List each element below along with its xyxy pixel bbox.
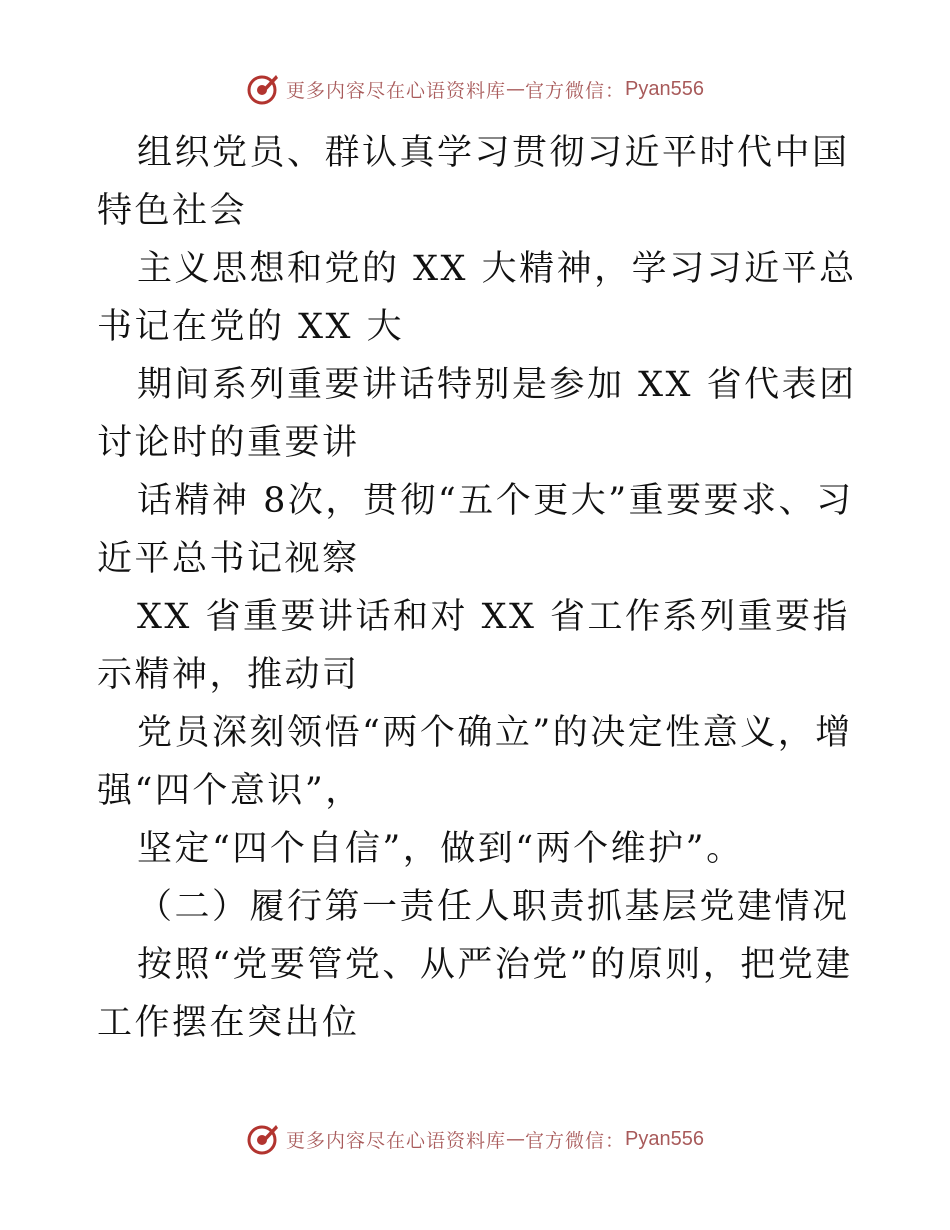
header-banner <box>0 72 950 106</box>
footer-banner <box>0 1122 950 1156</box>
paragraph: XX 省重要讲话和对 XX 省工作系列重要指示精神，推动司 <box>97 597 851 695</box>
banner-contact-label: 官方微信： <box>525 79 626 102</box>
banner-separator: — <box>506 1128 526 1150</box>
paragraph: （二）履行第一责任人职责抓基层党建情况 <box>137 887 850 927</box>
quill-circle-icon <box>246 1122 280 1156</box>
banner-contact-label: 官方微信： <box>525 1129 626 1152</box>
banner-title: 更多内容尽在心语资料库 <box>286 1129 507 1152</box>
paragraph: 话精神 8次，贯彻“五个更大”重要要求、习近平总书记视察 <box>97 481 854 579</box>
paragraph: 期间系列重要讲话特别是参加 XX 省代表团讨论时的重要讲 <box>97 365 857 463</box>
document-body <box>97 124 857 1052</box>
banner-contact-value: Pyan556 <box>625 1127 704 1150</box>
banner-contact-value: Pyan556 <box>625 77 704 100</box>
quill-circle-icon <box>246 72 280 106</box>
paragraph: 组织党员、群认真学习贯彻习近平时代中国特色社会 <box>97 133 850 231</box>
paragraph: 主义思想和党的 XX 大精神，学习习近平总书记在党的 XX 大 <box>97 249 857 347</box>
paragraph: 党员深刻领悟“两个确立”的决定性意义，增强“四个意识”， <box>97 713 853 811</box>
paragraph: 按照“党要管党、从严治党”的原则，把党建工作摆在突出位 <box>97 945 853 1043</box>
paragraph: 坚定“四个自信”，做到“两个维护”。 <box>137 829 744 869</box>
banner-separator: — <box>506 78 526 100</box>
banner-title: 更多内容尽在心语资料库 <box>286 79 507 102</box>
